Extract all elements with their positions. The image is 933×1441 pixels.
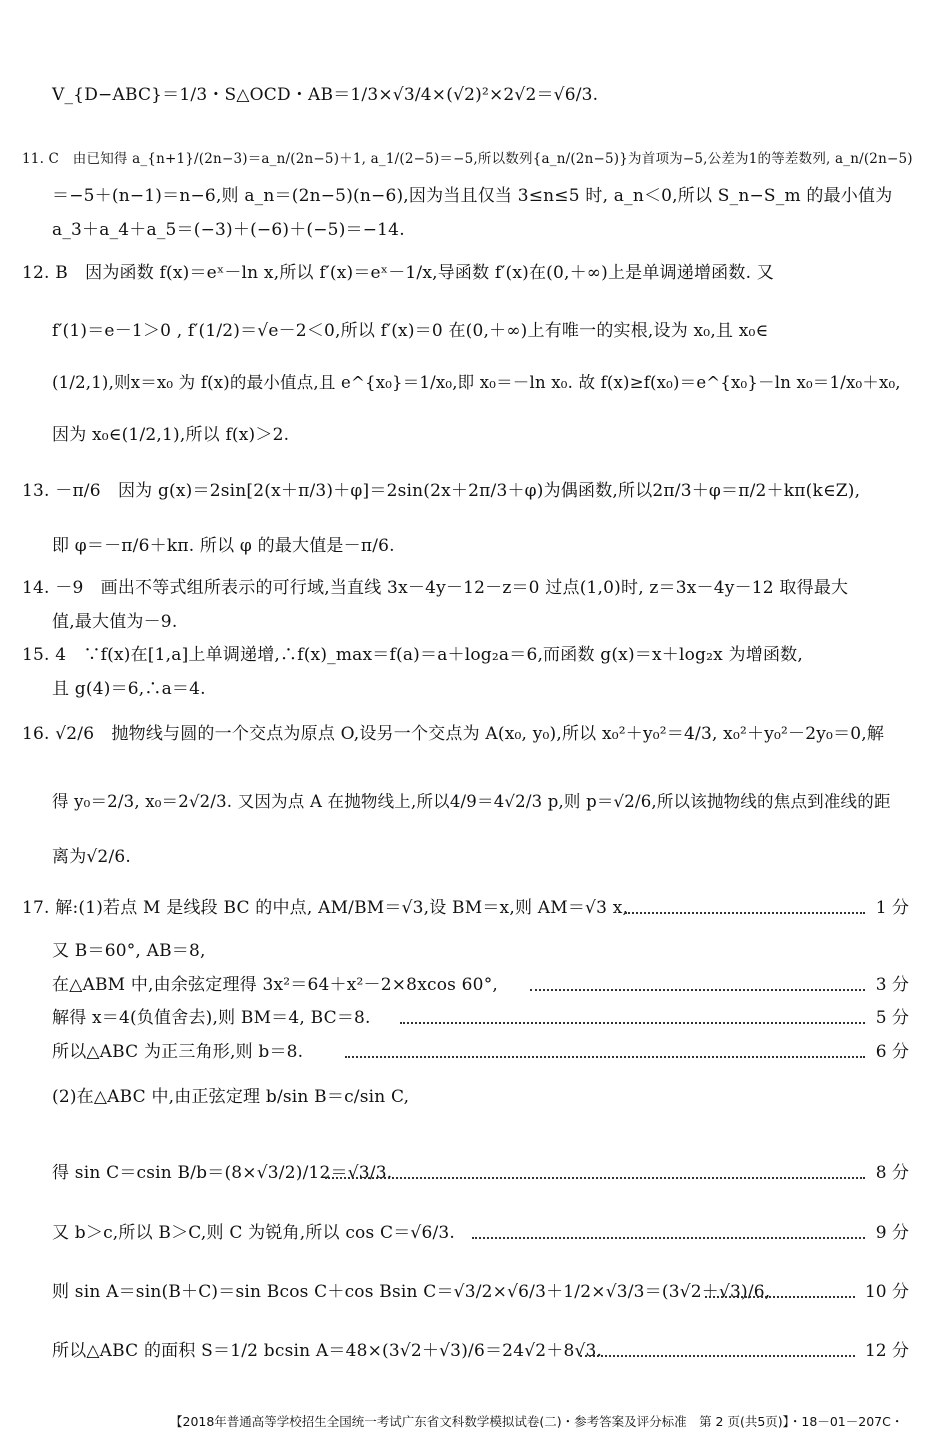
score-5: 5 分 [875, 1008, 909, 1028]
score-6: 6 分 [875, 1042, 909, 1062]
line-q17-1: 17. 解:(1)若点 M 是线段 BC 的中点, AM/BM＝√3,设 BM＝x,则 AM＝√3 x, [22, 898, 629, 918]
line-q12-c: (1/2,1),则x＝x₀ 为 f(x)的最小值点,且 e^{x₀}＝1/x₀,即 x₀＝－ln x₀. 故 f(x)≥f(x₀)＝e^{x₀}－ln x₀＝1/x₀＋x₀, [52, 373, 901, 392]
line-q14-b: 值,最大值为－9. [52, 612, 178, 632]
line-vol: V_{D−ABC}＝1/3・S△OCD・AB＝1/3×√3/4×(√2)²×2√2＝√6/3. [52, 85, 599, 105]
line-q15-b: 且 g(4)＝6,∴a＝4. [52, 679, 206, 699]
line-q16-b: 得 y₀＝2/3, x₀＝2√2/3. 又因为点 A 在抛物线上,所以4/9＝4√2/3 p,则 p＝√2/6,所以该抛物线的焦点到准线的距 [52, 792, 891, 811]
line-q16-a: 16. √2/6 抛物线与圆的一个交点为原点 O,设另一个交点为 A(x₀, y₀),所以 x₀²＋y₀²＝4/3, x₀²＋y₀²－2y₀＝0,解 [22, 724, 885, 744]
line-q11-a: 11. C 由已知得 a_{n+1}/(2n−3)＝a_n/(2n−5)＋1, a_1/(2−5)＝−5,所以数列{a_n/(2n−5)}为首项为−5,公差为1的等差数列, a_n/(2n−5) [22, 151, 913, 167]
line-q11-c: a_3＋a_4＋a_5＝(−3)＋(−6)＋(−5)＝−14. [52, 220, 405, 240]
line-q13-b: 即 φ＝－π/6＋kπ. 所以 φ 的最大值是－π/6. [52, 536, 395, 556]
line-q17-10: 所以△ABC 的面积 S＝1/2 bcsin A＝48×(3√2＋√3)/6＝24√2＋8√3. [52, 1341, 603, 1361]
page-footer: 【2018年普通高等学校招生全国统一考试广东省文科数学模拟试卷(二)・参考答案及评分标准 第 2 页(共5页)】・18－01－207C・ [170, 1414, 904, 1429]
line-q17-3: 在△ABM 中,由余弦定理得 3x²＝64＋x²－2×8xcos 60°, [52, 975, 498, 995]
line-q17-4: 解得 x＝4(负值舍去),则 BM＝4, BC＝8. [52, 1008, 371, 1028]
line-q11-b: ＝−5＋(n−1)＝n−6,则 a_n＝(2n−5)(n−6),因为当且仅当 3≤n≤5 时, a_n＜0,所以 S_n−S_m 的最小值为 [52, 186, 893, 206]
score-3: 3 分 [875, 975, 909, 995]
score-8: 8 分 [875, 1163, 909, 1183]
line-q14-a: 14. －9 画出不等式组所表示的可行域,当直线 3x－4y－12－z＝0 过点(1,0)时, z＝3x－4y－12 取得最大 [22, 578, 849, 598]
line-q17-2: 又 B＝60°, AB＝8, [52, 941, 206, 961]
line-q17-9: 则 sin A＝sin(B＋C)＝sin Bcos C＋cos Bsin C＝√3/2×√6/3＋1/2×√3/3＝(3√2＋√3)/6, [52, 1282, 771, 1302]
line-q17-5: 所以△ABC 为正三角形,则 b＝8. [52, 1042, 304, 1062]
line-q15-a: 15. 4 ∵f(x)在[1,a]上单调递增,∴f(x)_max＝f(a)＝a＋log₂a＝6,而函数 g(x)＝x＋log₂x 为增函数, [22, 645, 803, 665]
line-q12-d: 因为 x₀∈(1/2,1),所以 f(x)＞2. [52, 425, 290, 445]
line-q17-8: 又 b＞c,所以 B＞C,则 C 为锐角,所以 cos C＝√6/3. [52, 1223, 456, 1243]
line-q12-b: f′(1)＝e－1＞0 , f′(1/2)＝√e－2＜0,所以 f′(x)＝0 在(0,＋∞)上有唯一的实根,设为 x₀,且 x₀∈ [52, 321, 769, 341]
score-12: 12 分 [864, 1341, 909, 1361]
line-q17-6: (2)在△ABC 中,由正弦定理 b/sin B＝c/sin C, [52, 1087, 410, 1107]
score-10: 10 分 [864, 1282, 909, 1302]
line-q13-a: 13. －π/6 因为 g(x)＝2sin[2(x＋π/3)＋φ]＝2sin(2x＋2π/3＋φ)为偶函数,所以2π/3＋φ＝π/2＋kπ(k∈Z), [22, 481, 861, 501]
line-q12-a: 12. B 因为函数 f(x)＝eˣ－ln x,所以 f′(x)＝eˣ－1/x,导函数 f′(x)在(0,＋∞)上是单调递增函数. 又 [22, 263, 774, 283]
score-9: 9 分 [875, 1223, 909, 1243]
score-1: 1 分 [875, 898, 909, 918]
line-q16-c: 离为√2/6. [52, 847, 131, 867]
line-q17-7: 得 sin C＝csin B/b＝(8×√3/2)/12＝√3/3. [52, 1163, 393, 1183]
